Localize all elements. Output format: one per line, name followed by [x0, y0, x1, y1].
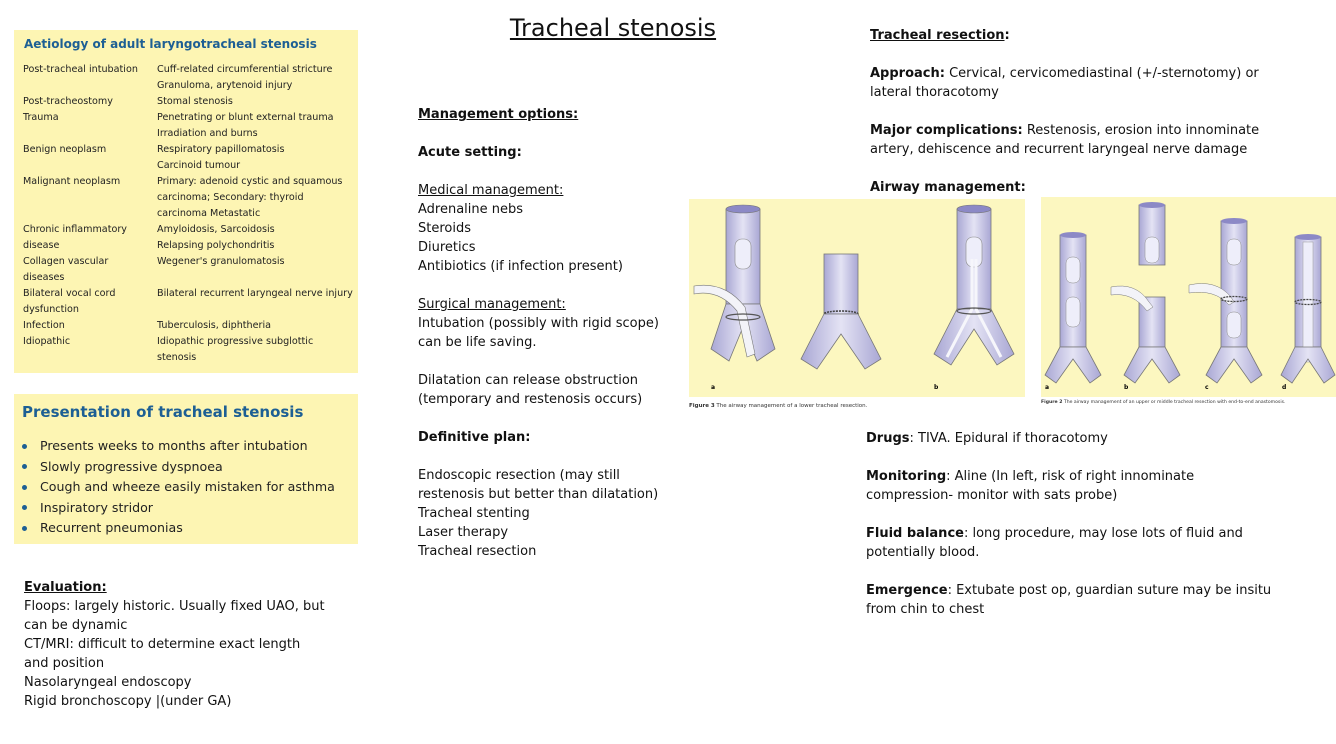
trachea-diagram-c [1189, 218, 1262, 383]
medical-item: Antibiotics (if infection present) [418, 259, 623, 274]
table-cell-cause: Collagen vascular [23, 256, 109, 267]
table-cell-detail: Respiratory papillomatosis [157, 144, 285, 155]
figure-label: a [711, 384, 716, 391]
definitive-line: Endoscopic resection (may still [418, 468, 620, 483]
bullet-icon [22, 485, 27, 490]
table-cell-cause [23, 190, 157, 206]
evaluation-section [24, 578, 334, 711]
table-cell-detail: Bilateral recurrent laryngeal nerve injury [157, 288, 353, 299]
definitive-line: Tracheal resection [418, 544, 537, 559]
evaluation-line: Rigid bronchoscopy |(under GA) [24, 694, 232, 709]
figure-label: a [1045, 384, 1050, 391]
emergence-label: Emergence [866, 583, 948, 598]
aetiology-table [23, 62, 355, 366]
definitive-line: Tracheal stenting [418, 506, 530, 521]
fluid-balance-label: Fluid balance [866, 526, 964, 541]
table-cell-cause: Chronic inflammatory [23, 224, 127, 235]
bullet-icon [22, 505, 27, 510]
medical-item: Diuretics [418, 240, 476, 255]
trachea-diagram-d [1281, 234, 1335, 383]
drugs-label: Drugs [866, 431, 910, 446]
trachea-diagram-a [694, 205, 775, 361]
aetiology-box [14, 30, 358, 373]
evaluation-line: Nasolaryngeal endoscopy [24, 675, 192, 690]
table-cell-cause: Benign neoplasm [23, 144, 107, 155]
medical-item: Adrenaline nebs [418, 202, 524, 217]
table-cell-detail: carcinoma Metastatic [157, 208, 261, 219]
table-row [23, 174, 355, 190]
complications-label: Major complications: [870, 123, 1023, 138]
medical-item: Steroids [418, 221, 471, 236]
table-cell-detail: Idiopathic progressive subglottic [157, 336, 314, 347]
bullet-icon [22, 464, 27, 469]
table-cell-detail: Wegener's granulomatosis [157, 256, 285, 267]
table-cell-cause [23, 206, 157, 222]
dilatation-line: Dilatation can release obstruction [418, 373, 639, 388]
table-cell-cause: dysfunction [23, 304, 79, 315]
table-cell-cause: Idiopathic [23, 336, 71, 347]
evaluation-line: Floops: largely historic. Usually fixed UAO, but [24, 599, 325, 614]
table-row [23, 318, 355, 334]
table-cell-detail: Stomal stenosis [157, 96, 233, 107]
table-cell-cause [23, 350, 157, 366]
page-title: Tracheal stenosis [509, 14, 717, 42]
table-row [23, 222, 355, 238]
airway-diagram-2 [1041, 197, 1336, 397]
list-item: Recurrent pneumonias [22, 518, 335, 539]
table-row [23, 126, 355, 142]
table-row [23, 110, 355, 126]
table-cell-cause: Malignant neoplasm [23, 176, 121, 187]
evaluation-line: CT/MRI: difficult to determine exact length [24, 637, 301, 652]
bullet-icon [22, 526, 27, 531]
table-row [23, 190, 355, 206]
trachea-diagram-b [1111, 202, 1180, 383]
table-cell-cause [23, 126, 157, 142]
airway-diagram-1 [689, 199, 1025, 397]
anaesthesia-section: Drugs: TIVA. Epidural if thoracotomy Monitoring: Aline (In left, risk of right innominate compression- monitor with sats probe) Fluid balance: long procedure, may lose lots of fluid and potentially blood. Emergence: Extubate post op, guardian suture may be insitu from chin to chest [866, 431, 1272, 617]
table-row [23, 350, 355, 366]
resection-heading: Tracheal resection [870, 28, 1005, 43]
table-cell-detail: carcinoma; Secondary: thyroid [157, 192, 304, 203]
surgical-line: Intubation (possibly with rigid scope) [418, 316, 659, 331]
figure-label: c [1205, 384, 1209, 391]
table-cell-detail: Relapsing polychondritis [157, 240, 275, 251]
dilatation-line: (temporary and restenosis occurs) [418, 392, 643, 407]
table-cell-cause: Trauma [23, 112, 59, 123]
table-cell-cause [23, 78, 157, 94]
table-row [23, 78, 355, 94]
table-row [23, 286, 355, 302]
table-row [23, 206, 355, 222]
figure-label: b [1124, 384, 1129, 391]
table-row [23, 62, 355, 78]
list-item: Cough and wheeze easily mistaken for asthma [22, 477, 335, 498]
management-heading: Management options: [418, 107, 579, 122]
monitoring-label: Monitoring [866, 469, 947, 484]
table-row [23, 142, 355, 158]
table-cell-detail: Carcinoid tumour [157, 160, 241, 171]
surgical-line: can be life saving. [418, 335, 537, 350]
aetiology-heading: Aetiology of adult laryngotracheal stenosis [24, 37, 317, 51]
table-cell-cause: Infection [23, 320, 65, 331]
table-row [23, 334, 355, 350]
figure-lower-resection [689, 199, 1025, 397]
table-cell-detail: Amyloidosis, Sarcoidosis [157, 224, 275, 235]
trachea-diagram-b [934, 205, 1014, 365]
table-cell-cause: Post-tracheal intubation [23, 64, 138, 75]
figure-label: b [934, 384, 939, 391]
table-row [23, 158, 355, 174]
figure-2-caption: Figure 2 The airway management of an upper or middle tracheal resection with end-to-end anastomosis. [1041, 400, 1286, 405]
definitive-line: restenosis but better than dilatation) [418, 487, 659, 502]
surgical-management-heading: Surgical management: [418, 297, 566, 312]
table-cell-detail [157, 302, 355, 318]
table-cell-detail: stenosis [157, 352, 197, 363]
table-cell-detail: Primary: adenoid cystic and squamous [157, 176, 343, 187]
table-cell-detail [157, 270, 355, 286]
table-cell-cause [23, 158, 157, 174]
medical-management-heading: Medical management: [418, 183, 564, 198]
figure-1-caption: Figure 3 The airway management of a lower tracheal resection. [689, 403, 868, 409]
figure-label: d [1282, 384, 1287, 391]
table-cell-detail: Granuloma, arytenoid injury [157, 80, 293, 91]
airway-management-label: Airway management: [870, 180, 1026, 195]
list-item: Presents weeks to months after intubation [22, 436, 335, 457]
trachea-diagram-a [1045, 232, 1101, 383]
approach-label: Approach: [870, 66, 945, 81]
definitive-plan-heading: Definitive plan: [418, 430, 531, 445]
list-item: Slowly progressive dyspnoea [22, 457, 335, 478]
definitive-line: Laser therapy [418, 525, 509, 540]
acute-setting-heading: Acute setting: [418, 145, 522, 160]
table-cell-detail: Tuberculosis, diphtheria [157, 320, 272, 331]
table-cell-detail: Irradiation and burns [157, 128, 258, 139]
table-cell-detail: Penetrating or blunt external trauma [157, 112, 334, 123]
evaluation-line: can be dynamic [24, 618, 128, 633]
table-row [23, 270, 355, 286]
trachea-diagram-anastomosis [801, 254, 881, 369]
evaluation-line: and position [24, 656, 105, 671]
management-section [418, 105, 668, 561]
table-row [23, 94, 355, 110]
table-row [23, 254, 355, 270]
presentation-heading: Presentation of tracheal stenosis [22, 403, 304, 421]
table-cell-cause: Post-tracheostomy [23, 96, 113, 107]
presentation-box [14, 394, 358, 544]
table-row [23, 238, 355, 254]
bullet-icon [22, 444, 27, 449]
evaluation-heading: Evaluation: [24, 580, 107, 595]
list-item: Inspiratory stridor [22, 498, 335, 519]
table-cell-cause: diseases [23, 272, 65, 283]
table-cell-cause: disease [23, 240, 60, 251]
presentation-list [22, 436, 335, 539]
figure-upper-resection [1041, 197, 1336, 397]
resection-section: Tracheal resection: Approach: Cervical, cervicomediastinal (+/-sternotomy) or lateral thoracotomy Major complications: Restenosis, erosion into innominate artery, dehiscence and recurrent laryngeal nerve damage Airway management: [870, 26, 1290, 197]
table-row [23, 302, 355, 318]
table-cell-detail: Cuff-related circumferential stricture [157, 64, 333, 75]
table-cell-cause: Bilateral vocal cord [23, 288, 116, 299]
